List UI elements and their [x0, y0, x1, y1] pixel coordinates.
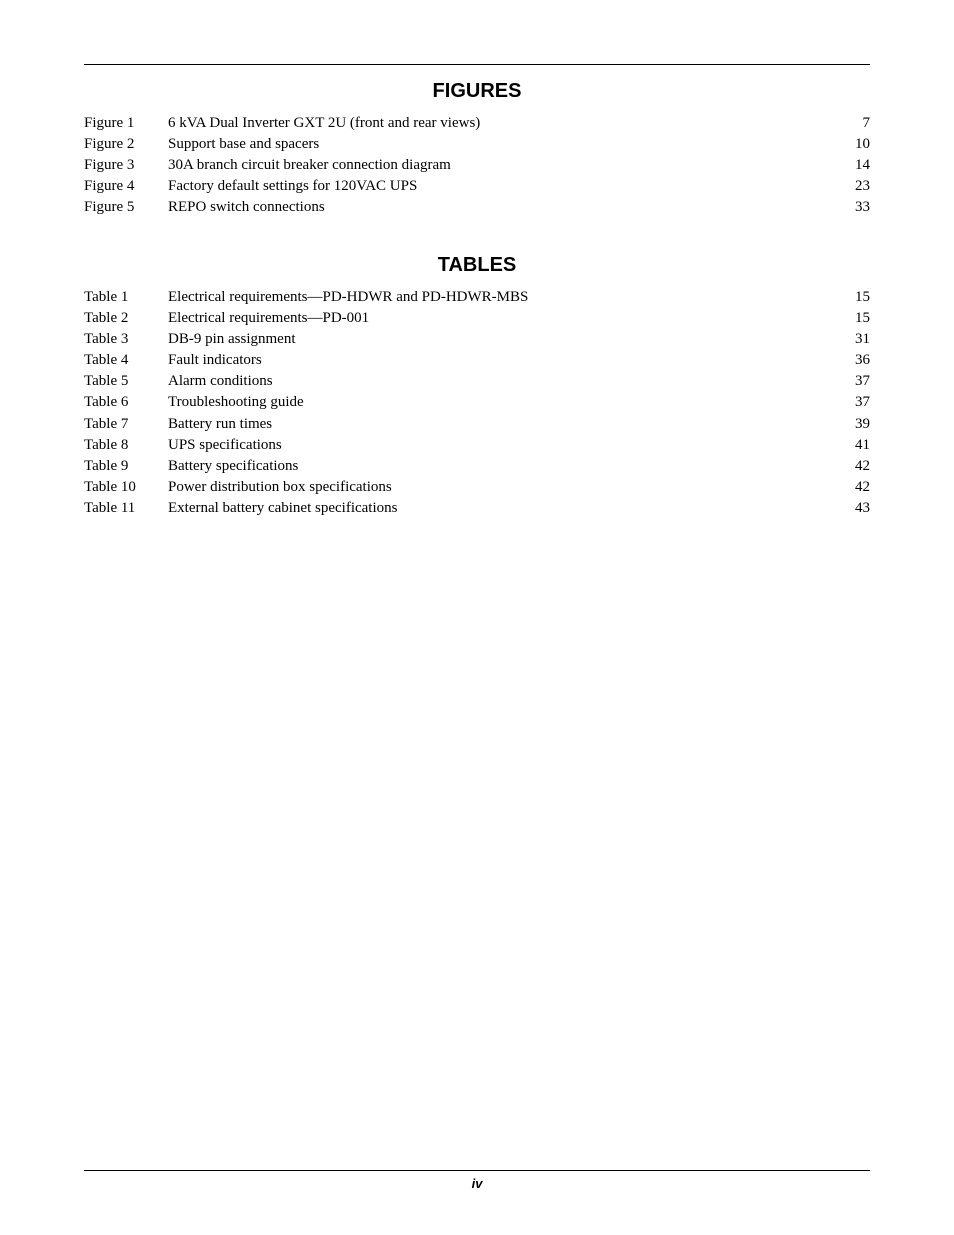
entry-title: Power distribution box specifications: [168, 478, 392, 495]
figures-heading: FIGURES: [432, 80, 522, 102]
toc-entry[interactable]: [84, 498, 870, 519]
entry-page-number: 15: [855, 310, 870, 327]
toc-entry[interactable]: [84, 435, 870, 456]
entry-label: Table 3: [84, 331, 129, 348]
entry-page-number: 14: [855, 157, 870, 174]
entry-label: Table 11: [84, 499, 136, 516]
entry-title: 6 kVA Dual Inverter GXT 2U (front and rear views): [168, 115, 481, 131]
entry-title: 30A branch circuit breaker connection diagram: [168, 157, 451, 174]
toc-entry[interactable]: [84, 414, 870, 435]
toc-entry[interactable]: [84, 113, 870, 134]
entry-label: Table 10: [84, 478, 136, 495]
tables-heading: TABLES: [437, 254, 517, 276]
toc-entry[interactable]: [84, 371, 870, 392]
entry-label: Figure 3: [84, 157, 135, 174]
entry-page-number: 10: [855, 136, 870, 153]
top-rule: [84, 64, 870, 65]
entry-title: Troubleshooting guide: [168, 394, 304, 411]
entry-title: DB-9 pin assignment: [168, 331, 296, 348]
entry-page-number: 33: [855, 199, 870, 216]
toc-entry[interactable]: [84, 329, 870, 350]
entry-title: Battery specifications: [168, 457, 299, 474]
entry-page-number: 36: [855, 352, 870, 369]
entry-title: Battery run times: [168, 415, 273, 432]
toc-entry[interactable]: [84, 477, 870, 498]
entry-label: Figure 4: [84, 178, 135, 195]
entry-title: Fault indicators: [168, 352, 262, 369]
figures-list: [84, 113, 870, 218]
tables-list: [84, 287, 870, 519]
toc-entry[interactable]: [84, 287, 870, 308]
entry-label: Table 2: [84, 310, 129, 327]
toc-entry[interactable]: [84, 308, 870, 329]
entry-label: Table 9: [84, 457, 129, 474]
footer-page-number: iv: [471, 1176, 483, 1191]
entry-page-number: 23: [855, 178, 870, 195]
entry-page-number: 42: [855, 457, 870, 474]
toc-entry[interactable]: [84, 456, 870, 477]
entry-title: External battery cabinet specifications: [168, 499, 398, 516]
entry-title: Alarm conditions: [168, 373, 273, 390]
entry-title: REPO switch connections: [168, 199, 325, 216]
entry-page-number: 37: [855, 373, 870, 390]
entry-title: Electrical requirements—PD-HDWR and PD-HDWR-MBS: [168, 289, 529, 305]
toc-entry[interactable]: [84, 197, 870, 218]
entry-title: Support base and spacers: [168, 136, 320, 153]
entry-page-number: 15: [855, 289, 870, 305]
entry-label: Figure 2: [84, 136, 135, 153]
toc-entry[interactable]: [84, 176, 870, 197]
toc-entry[interactable]: [84, 134, 870, 155]
entry-page-number: 42: [855, 478, 870, 495]
entry-label: Figure 1: [84, 115, 135, 131]
entry-title: UPS specifications: [168, 436, 282, 453]
entry-label: Table 5: [84, 373, 129, 390]
entry-label: Figure 5: [84, 199, 135, 216]
entry-label: Table 8: [84, 436, 129, 453]
toc-entry[interactable]: [84, 155, 870, 176]
entry-page-number: 39: [855, 415, 870, 432]
entry-label: Table 6: [84, 394, 129, 411]
entry-page-number: 43: [855, 499, 870, 516]
toc-entry[interactable]: [84, 392, 870, 413]
entry-title: Electrical requirements—PD-001: [168, 310, 370, 327]
entry-title: Factory default settings for 120VAC UPS: [168, 178, 418, 195]
entry-page-number: 41: [855, 436, 870, 453]
entry-page-number: 31: [855, 331, 870, 348]
entry-label: Table 1: [84, 289, 129, 305]
entry-label: Table 7: [84, 415, 129, 432]
bottom-rule: [84, 1170, 870, 1171]
entry-page-number: 37: [855, 394, 870, 411]
toc-entry[interactable]: [84, 350, 870, 371]
entry-page-number: 7: [862, 115, 870, 131]
entry-label: Table 4: [84, 352, 129, 369]
